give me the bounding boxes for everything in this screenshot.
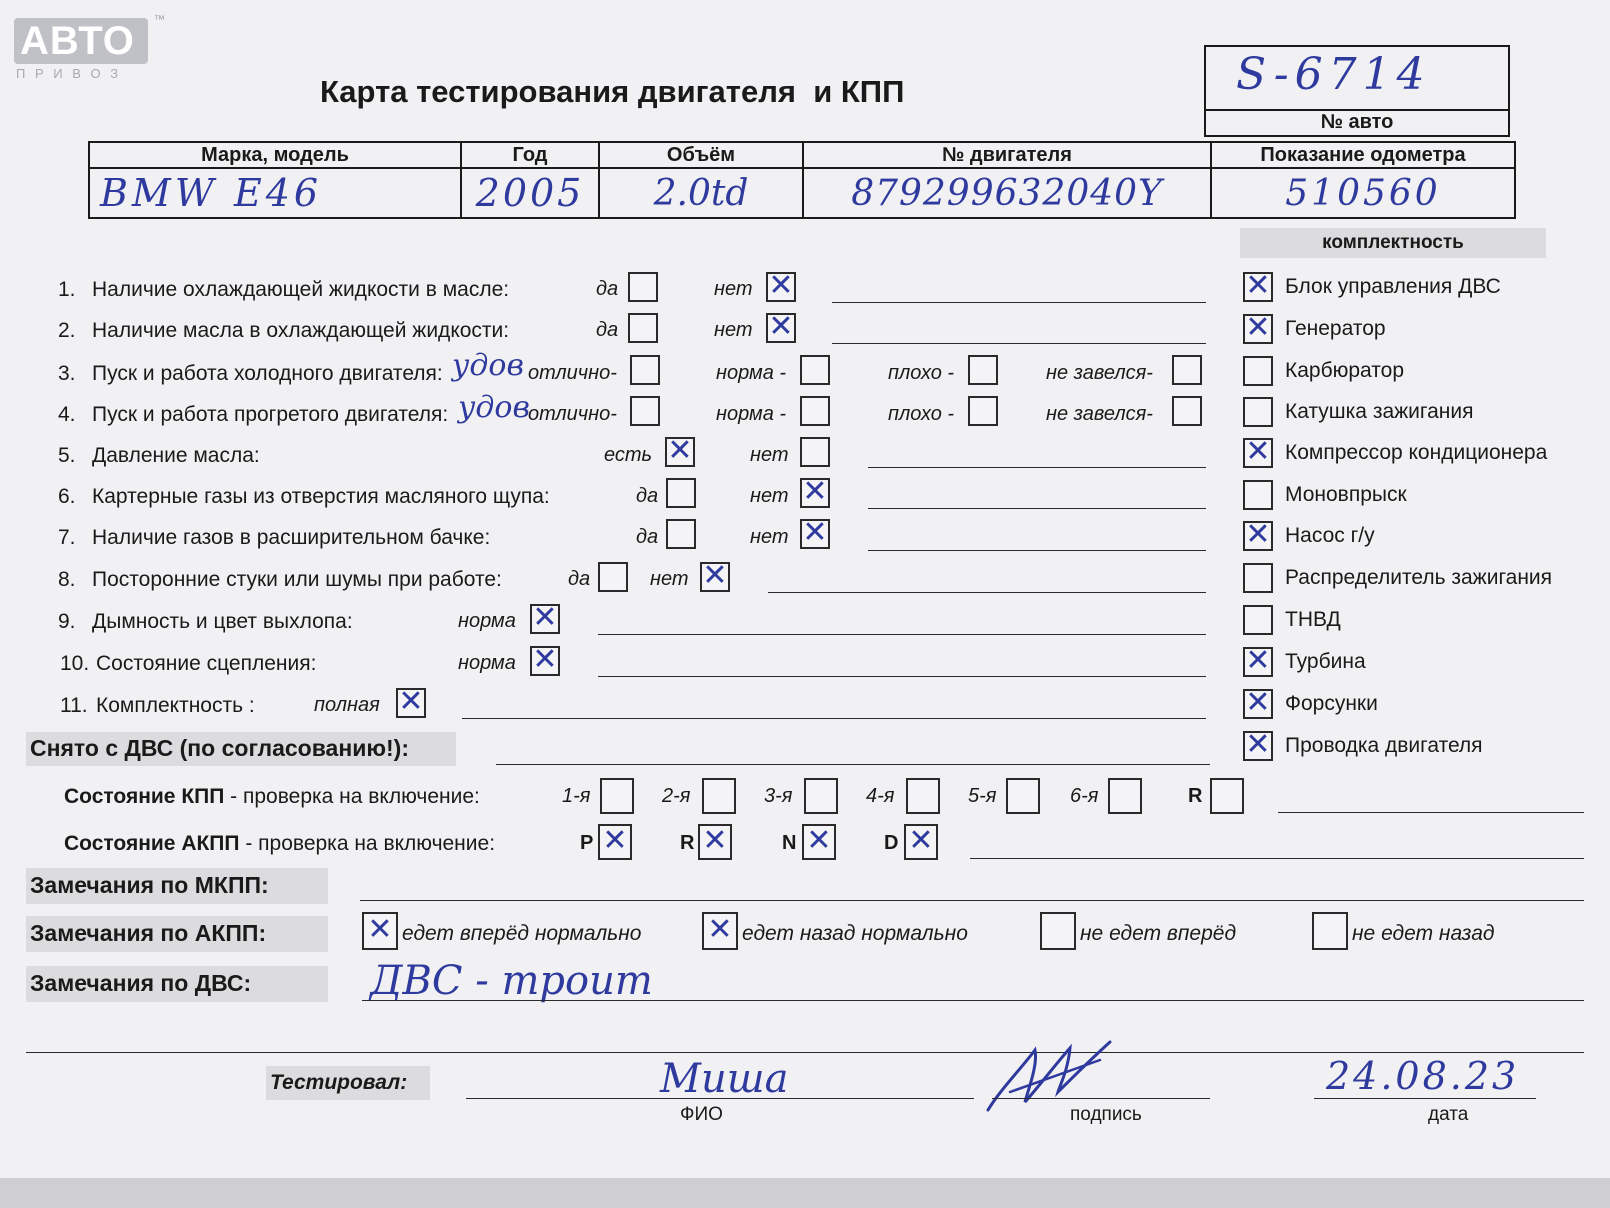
option-label: нет bbox=[714, 319, 753, 341]
question-text: Состояние сцепления: bbox=[96, 652, 317, 675]
complect-checkbox[interactable] bbox=[1243, 605, 1273, 635]
option-label: да bbox=[636, 485, 659, 507]
gear-checkbox[interactable] bbox=[600, 778, 634, 814]
option-label: нет bbox=[714, 278, 753, 300]
question-number: 10. bbox=[60, 652, 90, 675]
gear-checkbox[interactable] bbox=[1108, 778, 1142, 814]
tested-label: Тестировал: bbox=[270, 1071, 408, 1094]
option-checkbox[interactable] bbox=[766, 309, 796, 344]
name-caption: ФИО bbox=[680, 1104, 723, 1125]
option-label: нет bbox=[750, 485, 789, 507]
date-caption: дата bbox=[1428, 1104, 1469, 1125]
check-mark-icon: ✕ bbox=[1245, 727, 1271, 762]
answer-line bbox=[598, 634, 1206, 635]
logo-tm: ™ bbox=[154, 14, 165, 26]
answer-line bbox=[496, 764, 1210, 765]
gear-label: 4-я bbox=[866, 785, 895, 807]
answer-line bbox=[868, 467, 1206, 468]
header-table bbox=[88, 141, 1516, 219]
logo bbox=[14, 14, 165, 64]
option-label: нет bbox=[750, 444, 789, 466]
option-checkbox[interactable] bbox=[598, 562, 628, 592]
question-number: 4. bbox=[58, 403, 76, 426]
question-text: Пуск и работа прогретого двигателя: bbox=[92, 403, 449, 426]
kpp-label-bold: Состояние КПП bbox=[64, 785, 225, 808]
option-label: не завелся- bbox=[1046, 403, 1153, 425]
option-label: да bbox=[636, 526, 659, 548]
check-mark-icon: ✕ bbox=[1245, 517, 1271, 552]
check-mark-icon: ✕ bbox=[908, 823, 934, 858]
akpp-label-bold: Состояние АКПП bbox=[64, 832, 240, 855]
logo-main: АВТО bbox=[20, 19, 135, 63]
option-label: отлично- bbox=[528, 362, 617, 384]
akpp-label bbox=[64, 832, 495, 856]
gear-label: 1-я bbox=[562, 785, 591, 807]
option-label: плохо - bbox=[888, 362, 955, 384]
check-mark-icon: ✕ bbox=[1245, 434, 1271, 469]
question-number: 1. bbox=[58, 278, 76, 301]
remarks-mkpp-label: Замечания по МКПП: bbox=[30, 872, 269, 898]
question-text: Комплектность : bbox=[96, 694, 255, 717]
check-mark-icon: ✕ bbox=[707, 912, 733, 947]
check-mark-icon: ✕ bbox=[1245, 643, 1271, 678]
handwritten-note: удов bbox=[458, 390, 530, 425]
gear-label: R bbox=[680, 832, 695, 854]
check-mark-icon: ✕ bbox=[702, 823, 728, 858]
complect-checkbox[interactable] bbox=[1243, 727, 1273, 762]
remark-option-label: едет назад нормально bbox=[742, 922, 968, 945]
date-value: 24.08.23 bbox=[1326, 1054, 1520, 1098]
gear-label: D bbox=[884, 832, 899, 854]
check-mark-icon: ✕ bbox=[602, 823, 628, 858]
remark-option-label: не едет назад bbox=[1352, 922, 1495, 945]
complect-title: комплектность bbox=[1322, 232, 1464, 253]
complect-item-label: ТНВД bbox=[1285, 608, 1341, 631]
question-number: 6. bbox=[58, 485, 76, 508]
complect-checkbox[interactable] bbox=[1243, 480, 1273, 510]
remarks-dvs-label: Замечания по ДВС: bbox=[30, 970, 252, 996]
check-mark-icon: ✕ bbox=[667, 433, 693, 468]
col-header-odometer: Показание одометра bbox=[1211, 142, 1515, 168]
logo-sub: П Р И В О З bbox=[16, 66, 122, 81]
question-number: 11. bbox=[60, 694, 88, 717]
question-text: Картерные газы из отверстия масляного щупа: bbox=[92, 485, 550, 508]
check-mark-icon: ✕ bbox=[532, 642, 558, 677]
check-mark-icon: ✕ bbox=[806, 823, 832, 858]
sign-caption: подпись bbox=[1070, 1104, 1142, 1125]
option-checkbox[interactable] bbox=[666, 478, 696, 508]
option-label: да bbox=[596, 278, 619, 300]
card-bottom-edge bbox=[0, 1178, 1610, 1208]
answer-line bbox=[362, 1000, 1584, 1001]
complect-item-label: Карбюратор bbox=[1285, 359, 1405, 382]
option-label: да bbox=[596, 319, 619, 341]
complect-item-label: Проводка двигателя bbox=[1285, 734, 1483, 757]
value-volume: 2.0td bbox=[599, 168, 803, 218]
question-text: Пуск и работа холодного двигателя: bbox=[92, 362, 443, 385]
answer-line bbox=[868, 550, 1206, 551]
complect-item-label: Генератор bbox=[1285, 317, 1386, 340]
complect-item-label: Насос г/у bbox=[1285, 524, 1375, 547]
option-checkbox[interactable] bbox=[968, 355, 998, 385]
removed-label: Снято с ДВС (по согласованию!): bbox=[30, 735, 409, 761]
complect-item-label: Форсунки bbox=[1285, 692, 1378, 715]
col-header-engine-number: № двигателя bbox=[803, 142, 1211, 168]
gear-checkbox[interactable] bbox=[802, 824, 836, 860]
car-number-box bbox=[1204, 45, 1510, 137]
option-checkbox[interactable] bbox=[530, 600, 560, 635]
question-number: 5. bbox=[58, 444, 76, 467]
question-text: Давление масла: bbox=[92, 444, 260, 467]
complect-checkbox[interactable] bbox=[1243, 397, 1273, 427]
question-text: Наличие масла в охлаждающей жидкости: bbox=[92, 319, 510, 342]
complect-checkbox[interactable] bbox=[1243, 685, 1273, 720]
remark-option-label: едет вперёд нормально bbox=[402, 922, 642, 945]
complect-checkbox[interactable] bbox=[1243, 517, 1273, 552]
question-number: 8. bbox=[58, 568, 76, 591]
gear-checkbox[interactable] bbox=[1210, 778, 1244, 814]
check-mark-icon: ✕ bbox=[398, 684, 424, 719]
gear-label: P bbox=[580, 832, 594, 854]
option-checkbox[interactable] bbox=[800, 437, 830, 467]
question-text: Дымность и цвет выхлопа: bbox=[92, 610, 353, 633]
tester-name-value: Миша bbox=[660, 1056, 789, 1102]
col-header-model: Марка, модель bbox=[89, 142, 461, 168]
remarks-akpp-label: Замечания по АКПП: bbox=[30, 920, 267, 946]
answer-line bbox=[1278, 812, 1584, 813]
col-header-year: Год bbox=[461, 142, 599, 168]
check-mark-icon: ✕ bbox=[1245, 268, 1271, 303]
option-label: есть bbox=[604, 444, 653, 466]
value-model: BMW E46 bbox=[89, 168, 461, 218]
complect-item-label: Распределитель зажигания bbox=[1285, 566, 1553, 589]
date-line bbox=[1314, 1098, 1536, 1099]
option-label: нет bbox=[750, 526, 789, 548]
question-text: Наличие газов в расширительном бачке: bbox=[92, 526, 491, 549]
option-checkbox[interactable] bbox=[800, 515, 830, 550]
option-checkbox[interactable] bbox=[700, 558, 730, 593]
answer-line bbox=[970, 858, 1584, 859]
answer-line bbox=[768, 592, 1206, 593]
complect-checkbox[interactable] bbox=[1243, 434, 1273, 469]
answer-line bbox=[832, 302, 1206, 303]
check-mark-icon: ✕ bbox=[1245, 685, 1271, 720]
remark-checkbox[interactable] bbox=[702, 912, 738, 950]
answer-line bbox=[462, 718, 1206, 719]
remark-checkbox[interactable] bbox=[362, 912, 398, 950]
answer-line bbox=[26, 1052, 1584, 1053]
option-checkbox[interactable] bbox=[666, 519, 696, 549]
option-label: норма bbox=[458, 610, 516, 632]
kpp-label bbox=[64, 785, 480, 809]
option-label: нет bbox=[650, 568, 689, 590]
option-checkbox[interactable] bbox=[630, 396, 660, 426]
complect-item-label: Турбина bbox=[1285, 650, 1366, 673]
answer-line bbox=[360, 900, 1584, 901]
gear-checkbox[interactable] bbox=[698, 824, 732, 860]
option-checkbox[interactable] bbox=[628, 313, 658, 343]
remarks-dvs-value: ДВС - троит bbox=[370, 958, 653, 1004]
option-checkbox[interactable] bbox=[1172, 396, 1202, 426]
value-odometer: 510560 bbox=[1211, 168, 1515, 218]
handwritten-note: удов bbox=[452, 348, 524, 383]
complect-item-label: Катушка зажигания bbox=[1285, 400, 1474, 423]
name-line bbox=[466, 1098, 974, 1099]
akpp-label-rest: - проверка на включение: bbox=[239, 832, 496, 855]
gear-checkbox[interactable] bbox=[598, 824, 632, 860]
option-label: не завелся- bbox=[1046, 362, 1153, 384]
option-checkbox[interactable] bbox=[800, 474, 830, 509]
question-text: Посторонние стуки или шумы при работе: bbox=[92, 568, 502, 591]
option-checkbox[interactable] bbox=[1172, 355, 1202, 385]
check-mark-icon: ✕ bbox=[532, 600, 558, 635]
complect-checkbox[interactable] bbox=[1243, 310, 1273, 345]
option-checkbox[interactable] bbox=[628, 272, 658, 302]
option-checkbox[interactable] bbox=[766, 268, 796, 303]
option-label: полная bbox=[314, 694, 380, 716]
gear-label: 2-я bbox=[662, 785, 691, 807]
gear-checkbox[interactable] bbox=[1006, 778, 1040, 814]
complect-checkbox[interactable] bbox=[1243, 563, 1273, 593]
sign-line bbox=[992, 1098, 1210, 1099]
gear-label: 3-я bbox=[764, 785, 793, 807]
value-year: 2005 bbox=[461, 168, 599, 218]
gear-label: R bbox=[1188, 785, 1203, 807]
complect-checkbox[interactable] bbox=[1243, 356, 1273, 386]
option-label: норма - bbox=[716, 362, 787, 384]
option-label: отлично- bbox=[528, 403, 617, 425]
check-mark-icon: ✕ bbox=[1245, 310, 1271, 345]
gear-checkbox[interactable] bbox=[906, 778, 940, 814]
question-number: 2. bbox=[58, 319, 76, 342]
answer-line bbox=[832, 343, 1206, 344]
question-number: 9. bbox=[58, 610, 76, 633]
gear-checkbox[interactable] bbox=[702, 778, 736, 814]
option-checkbox[interactable] bbox=[530, 642, 560, 677]
kpp-label-rest: - проверка на включение: bbox=[224, 785, 480, 808]
check-mark-icon: ✕ bbox=[802, 474, 828, 509]
complect-item-label: Блок управления ДВС bbox=[1285, 275, 1501, 298]
answer-line bbox=[868, 508, 1206, 509]
option-checkbox[interactable] bbox=[396, 684, 426, 719]
option-checkbox[interactable] bbox=[665, 433, 695, 468]
question-text: Наличие охлаждающей жидкости в масле: bbox=[92, 278, 510, 301]
page-title: Карта тестирования двигателя и КПП bbox=[320, 74, 905, 109]
car-number-value: S-6714 bbox=[1236, 49, 1431, 100]
complect-checkbox[interactable] bbox=[1243, 643, 1273, 678]
option-label: норма bbox=[458, 652, 516, 674]
gear-checkbox[interactable] bbox=[804, 778, 838, 814]
gear-label: 6-я bbox=[1070, 785, 1099, 807]
remark-checkbox[interactable] bbox=[1312, 912, 1348, 950]
gear-checkbox[interactable] bbox=[904, 824, 938, 860]
answer-line bbox=[598, 676, 1206, 677]
option-label: норма - bbox=[716, 403, 787, 425]
complect-item-label: Моновпрыск bbox=[1285, 483, 1407, 506]
option-checkbox[interactable] bbox=[968, 396, 998, 426]
option-checkbox[interactable] bbox=[800, 396, 830, 426]
question-number: 3. bbox=[58, 362, 76, 385]
option-label: плохо - bbox=[888, 403, 955, 425]
check-mark-icon: ✕ bbox=[768, 309, 794, 344]
option-checkbox[interactable] bbox=[800, 355, 830, 385]
check-mark-icon: ✕ bbox=[702, 558, 728, 593]
gear-label: N bbox=[782, 832, 797, 854]
value-engine-number: 879299632040Y bbox=[803, 168, 1211, 218]
remark-option-label: не едет вперёд bbox=[1080, 922, 1237, 945]
option-checkbox[interactable] bbox=[630, 355, 660, 385]
col-header-volume: Объём bbox=[599, 142, 803, 168]
check-mark-icon: ✕ bbox=[768, 268, 794, 303]
remark-checkbox[interactable] bbox=[1040, 912, 1076, 950]
check-mark-icon: ✕ bbox=[367, 912, 393, 947]
gear-label: 5-я bbox=[968, 785, 997, 807]
car-number-label: № авто bbox=[1320, 111, 1394, 133]
option-label: да bbox=[568, 568, 591, 590]
question-number: 7. bbox=[58, 526, 76, 549]
complect-checkbox[interactable] bbox=[1243, 268, 1273, 303]
check-mark-icon: ✕ bbox=[802, 515, 828, 550]
complect-item-label: Компрессор кондиционера bbox=[1285, 441, 1548, 464]
